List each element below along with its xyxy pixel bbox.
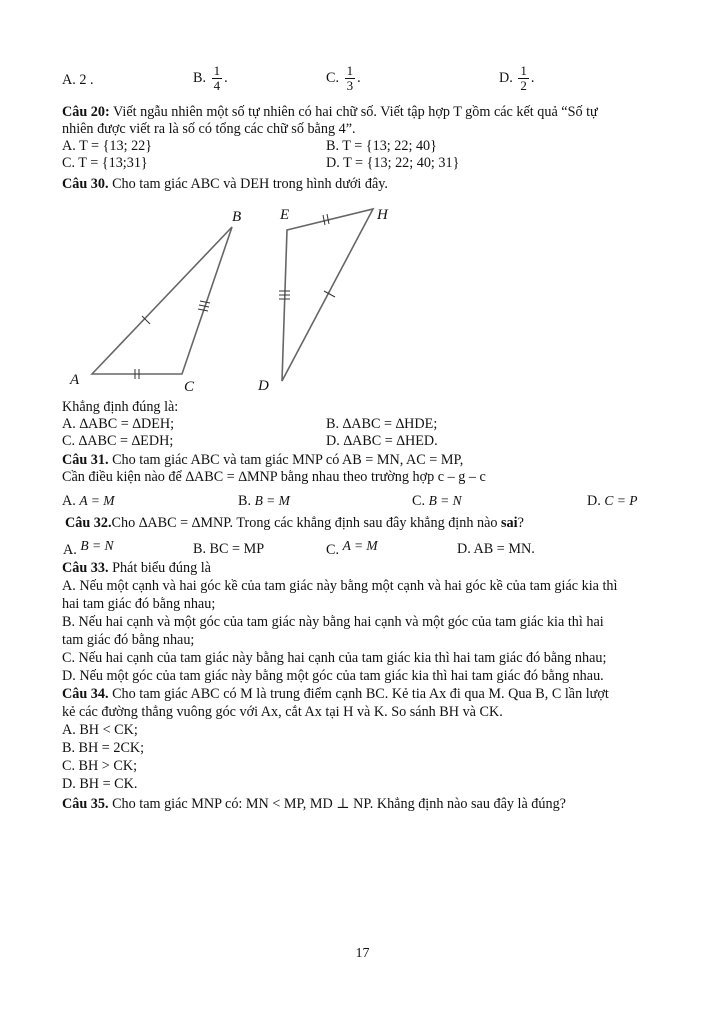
q19-option-b: B. $\frac{1}{4}$ . <box>193 63 228 93</box>
q33-option-c: C. Nếu hai cạnh của tam giác này bằng hai cạnh của tam giác kia thì hai tam giác đó bằng nhau; <box>62 650 607 666</box>
q20-text: Viết ngẫu nhiên một số tự nhiên có hai chữ số. Viết tập hợp T gồm các kết quả “Số tự <box>113 104 598 120</box>
q31-question-cont: Cần điều kiện nào để ∆ABC = ∆MNP bằng nhau theo trường hợp c – g – c <box>62 469 486 485</box>
q35-label: Câu 35. <box>62 796 109 812</box>
q20-option-b: B. T = {13; 22; 40} <box>326 138 437 154</box>
triangles-figure <box>0 0 725 400</box>
fraction: $\frac{1}{4}$ <box>213 63 221 93</box>
q31-option-b-math: B = M <box>254 493 290 508</box>
q19-option-d-prefix: D. <box>499 69 513 86</box>
q34-option-d: D. BH = CK. <box>62 776 138 792</box>
q34-option-c: C. BH > CK; <box>62 758 138 774</box>
q33-option-b-cont: tam giác đó bằng nhau; <box>62 632 195 648</box>
q30-text: Cho tam giác ABC và DEH trong hình dưới đây. <box>112 176 388 192</box>
q31-option-a-prefix: A. <box>62 493 76 509</box>
q32-option-a-prefix: A. <box>63 542 77 558</box>
q30-option-c: C. ∆ABC = ∆EDH; <box>62 433 174 449</box>
q31-option-b-prefix: B. <box>238 493 252 509</box>
q20-label: Câu 20: <box>62 104 110 120</box>
label-h: H <box>377 207 388 223</box>
q34-label: Câu 34. <box>62 686 109 702</box>
label-c: C <box>184 379 195 395</box>
q31-text: Cho tam giác ABC và tam giác MNP có AB = MN, AC = MP, <box>112 452 464 468</box>
triangle-deh <box>282 209 373 381</box>
q34-question-cont: kẻ các đường thẳng vuông góc với Ax, cắt Ax tại H và K. So sánh BH và CK. <box>62 704 503 720</box>
label-a: A <box>70 372 80 388</box>
q34-text: Cho tam giác ABC có M là trung điểm cạnh BC. Kẻ tia Ax đi qua M. Qua B, C lần lượt <box>112 686 609 702</box>
q19-option-c-prefix: C. <box>326 69 340 86</box>
q34-question <box>62 686 609 703</box>
q30-option-a: A. ∆ABC = ∆DEH; <box>62 416 175 432</box>
tick-bc-1 <box>200 301 210 303</box>
q32-label: Câu 32. <box>65 515 112 531</box>
q19-option-a: A. 2 . <box>62 72 94 88</box>
q32-option-c-prefix: C. <box>326 542 340 558</box>
q19-option-d: D. $\frac{1}{2}$ . <box>499 63 535 93</box>
q31-option-d <box>587 492 637 510</box>
q30-option-b: B. ∆ABC = ∆HDE; <box>326 416 438 432</box>
q32-question <box>65 515 524 532</box>
q33-option-a: A. Nếu một cạnh và hai góc kề của tam giác này bằng một cạnh và hai góc kề của tam giác kia thì <box>62 578 618 594</box>
q20-question-cont: nhiên được viết ra là số có tổng các chữ số bằng 4”. <box>62 121 356 137</box>
q32-text-bold: sai <box>501 515 518 531</box>
q32-text: Cho ∆ABC = ∆MNP. Trong các khẳng định sau đây khẳng định nào <box>111 515 502 531</box>
tick-bc-2 <box>199 305 209 307</box>
label-e: E <box>280 207 290 223</box>
q31-option-c-math: B = N <box>428 493 462 508</box>
q32-option-a-math: B = N <box>80 538 114 553</box>
q34-option-b: B. BH = 2CK; <box>62 740 145 756</box>
triangle-abc <box>92 227 232 374</box>
q31-option-a <box>62 492 114 510</box>
q32-option-a <box>63 538 114 559</box>
q30-label: Câu 30. <box>62 176 109 192</box>
q31-option-d-prefix: D. <box>587 493 601 509</box>
q32-option-c <box>326 538 378 559</box>
q33-question <box>62 560 211 577</box>
q19-option-c: C. $\frac{1}{3}$ . <box>326 63 361 93</box>
q20-option-a: A. T = {13; 22} <box>62 138 153 154</box>
label-b: B <box>232 209 242 225</box>
q34-option-a: A. BH < CK; <box>62 722 138 738</box>
q31-label: Câu 31. <box>62 452 109 468</box>
q30-prompt: Khẳng định đúng là: <box>62 399 179 415</box>
q31-option-c-prefix: C. <box>412 493 426 509</box>
q30-option-d: D. ∆ABC = ∆HED. <box>326 433 438 449</box>
q35-text: Cho tam giác MNP có: MN < MP, MD ⊥ NP. Khẳng định nào sau đây là đúng? <box>112 796 566 812</box>
q32-option-b: B. BC = MP <box>193 541 265 557</box>
q31-option-c <box>412 492 462 510</box>
q32-option-c-math: A = M <box>342 538 378 553</box>
q20-option-c: C. T = {13;31} <box>62 155 148 171</box>
fraction: $\frac{1}{3}$ <box>346 63 354 93</box>
q20-option-d: D. T = {13; 22; 40; 31} <box>326 155 460 171</box>
q31-option-a-math: A = M <box>79 493 115 508</box>
page-number: 17 <box>355 946 370 961</box>
q31-option-b <box>238 492 290 510</box>
q33-option-b: B. Nếu hai cạnh và một góc của tam giác này bằng hai cạnh và một góc của tam giác kia thì hai <box>62 614 604 630</box>
q33-option-d: D. Nếu một góc của tam giác này bằng một góc của tam giác kia thì hai tam giác đó bằng nhau. <box>62 668 604 684</box>
q19-option-b-prefix: B. <box>193 69 207 86</box>
q33-label: Câu 33. <box>62 560 109 576</box>
q33-option-a-cont: hai tam giác đó bằng nhau; <box>62 596 216 612</box>
fraction: $\frac{1}{2}$ <box>520 63 527 93</box>
q33-text: Phát biểu đúng là <box>112 560 211 576</box>
q32-text-end: ? <box>517 515 524 531</box>
q31-question <box>62 452 463 469</box>
q31-option-d-math: C = P <box>604 493 638 508</box>
q32-option-d: D. AB = MN. <box>457 541 535 557</box>
label-d: D <box>258 378 269 394</box>
q35-question <box>62 796 566 813</box>
